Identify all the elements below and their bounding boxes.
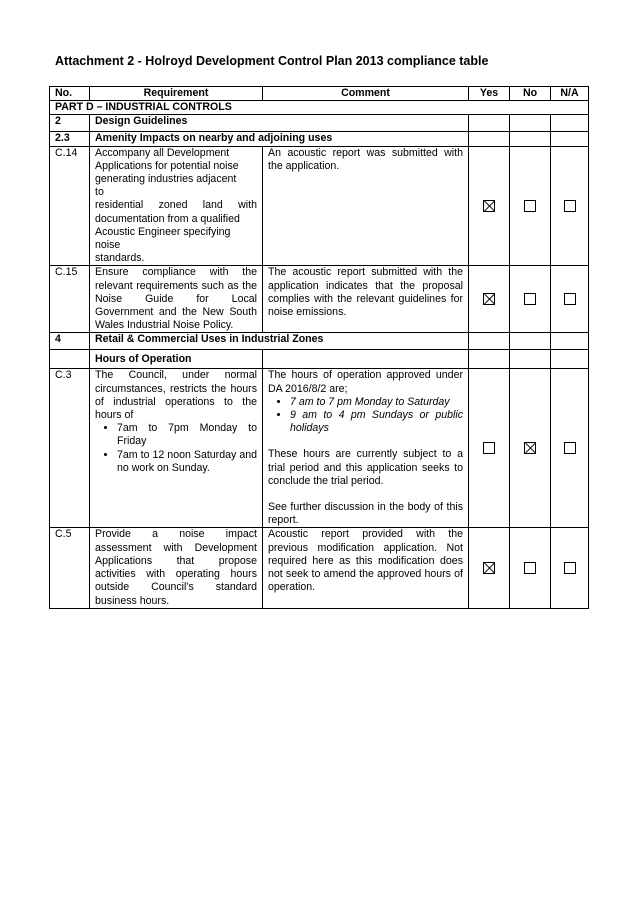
list-item: • 7am to 12 noon Saturday and no work on Sunday. bbox=[117, 449, 257, 475]
section-number: 2 bbox=[50, 115, 90, 132]
list-item: • 7 am to 7 pm Monday to Saturday bbox=[290, 396, 463, 409]
part-heading: PART D – INDUSTRIAL CONTROLS bbox=[50, 101, 589, 115]
control-number: C.14 bbox=[50, 146, 90, 266]
control-number: C.3 bbox=[50, 369, 90, 528]
section-title: Retail & Commercial Uses in Industrial Zones bbox=[90, 333, 469, 350]
comment-text: See further discussion in the body of this report. bbox=[268, 501, 463, 527]
comment-cell bbox=[263, 369, 469, 528]
yes-checkbox[interactable] bbox=[483, 442, 495, 454]
yes-checked-checkbox[interactable] bbox=[483, 562, 495, 574]
section-row bbox=[50, 132, 589, 146]
requirement-list bbox=[95, 422, 257, 475]
header-no-col: No bbox=[510, 87, 551, 101]
requirement-line: noise bbox=[95, 239, 121, 252]
requirement-line: Accompany all Development bbox=[95, 146, 230, 159]
comment-cell: Acoustic report provided with the previous modification application. Not required here as this modification does not seek to amend the approved hours of operation. bbox=[263, 528, 469, 608]
requirement-line: to bbox=[95, 186, 104, 199]
requirement-line: Acoustic Engineer specifying bbox=[95, 225, 231, 238]
page-title: Attachment 2 - Holroyd Development Control Plan 2013 compliance table bbox=[55, 54, 489, 68]
header-yes: Yes bbox=[469, 87, 510, 101]
na-checkbox[interactable] bbox=[564, 562, 576, 574]
section-row bbox=[50, 115, 589, 132]
no-checked-checkbox[interactable] bbox=[524, 442, 536, 454]
yes-checked-checkbox[interactable] bbox=[483, 293, 495, 305]
table-row bbox=[50, 369, 589, 528]
requirement-cell: Provide a noise impact assessment with Development Applications that propose activities with operating hours outside Council’s standard business hours. bbox=[90, 528, 263, 608]
header-na: N/A bbox=[551, 87, 589, 101]
section-number: 2.3 bbox=[50, 132, 90, 146]
list-item: • 7am to 7pm Monday to Friday bbox=[117, 422, 257, 448]
requirement-line: standards. bbox=[95, 252, 145, 265]
comment-text: These hours are currently subject to a trial period and this application seeks to conclude the trial period. bbox=[268, 448, 463, 487]
requirement-line: residential zoned land with bbox=[95, 199, 257, 212]
na-checkbox[interactable] bbox=[564, 442, 576, 454]
requirement-cell: Ensure compliance with the relevant requirements such as the Noise Guide for Local Government and the New South Wales Industrial Noise Policy. bbox=[90, 266, 263, 333]
no-checkbox[interactable] bbox=[524, 562, 536, 574]
requirement-cell bbox=[90, 369, 263, 528]
header-requirement: Requirement bbox=[90, 87, 263, 101]
no-checkbox[interactable] bbox=[524, 293, 536, 305]
comment-cell: The acoustic report submitted with the application indicates that the proposal complies with the relevant guidelines for noise emissions. bbox=[263, 266, 469, 333]
part-row bbox=[50, 101, 589, 115]
comment-text: The hours of operation approved under DA 2016/8/2 are; bbox=[268, 369, 463, 395]
na-checkbox[interactable] bbox=[564, 200, 576, 212]
no-checkbox[interactable] bbox=[524, 200, 536, 212]
table-row bbox=[50, 146, 589, 266]
section-number: 4 bbox=[50, 333, 90, 350]
requirement-text: The Council, under normal circumstances, restricts the hours of industrial operations to the hours of bbox=[95, 369, 257, 422]
control-number: C.15 bbox=[50, 266, 90, 333]
compliance-table bbox=[49, 86, 589, 609]
subsection-title: Hours of Operation bbox=[90, 350, 263, 369]
header-no: No. bbox=[50, 87, 90, 101]
control-number: C.5 bbox=[50, 528, 90, 608]
section-title: Amenity Impacts on nearby and adjoining uses bbox=[90, 132, 469, 146]
section-row bbox=[50, 333, 589, 350]
table-row bbox=[50, 266, 589, 333]
na-checkbox[interactable] bbox=[564, 293, 576, 305]
comment-cell: An acoustic report was submitted with the application. bbox=[263, 146, 469, 266]
comment-list bbox=[268, 396, 463, 436]
subsection-row bbox=[50, 350, 589, 369]
table-header-row bbox=[50, 87, 589, 101]
requirement-line: Applications for potential noise bbox=[95, 159, 239, 172]
requirement-line: generating industries adjacent bbox=[95, 173, 237, 186]
header-comment: Comment bbox=[263, 87, 469, 101]
requirement-line: documentation from a qualified bbox=[95, 212, 240, 225]
section-title: Design Guidelines bbox=[90, 115, 469, 132]
table-row bbox=[50, 528, 589, 608]
requirement-cell bbox=[90, 146, 263, 266]
list-item: • 9 am to 4 pm Sundays or public holidays bbox=[290, 409, 463, 435]
yes-checked-checkbox[interactable] bbox=[483, 200, 495, 212]
